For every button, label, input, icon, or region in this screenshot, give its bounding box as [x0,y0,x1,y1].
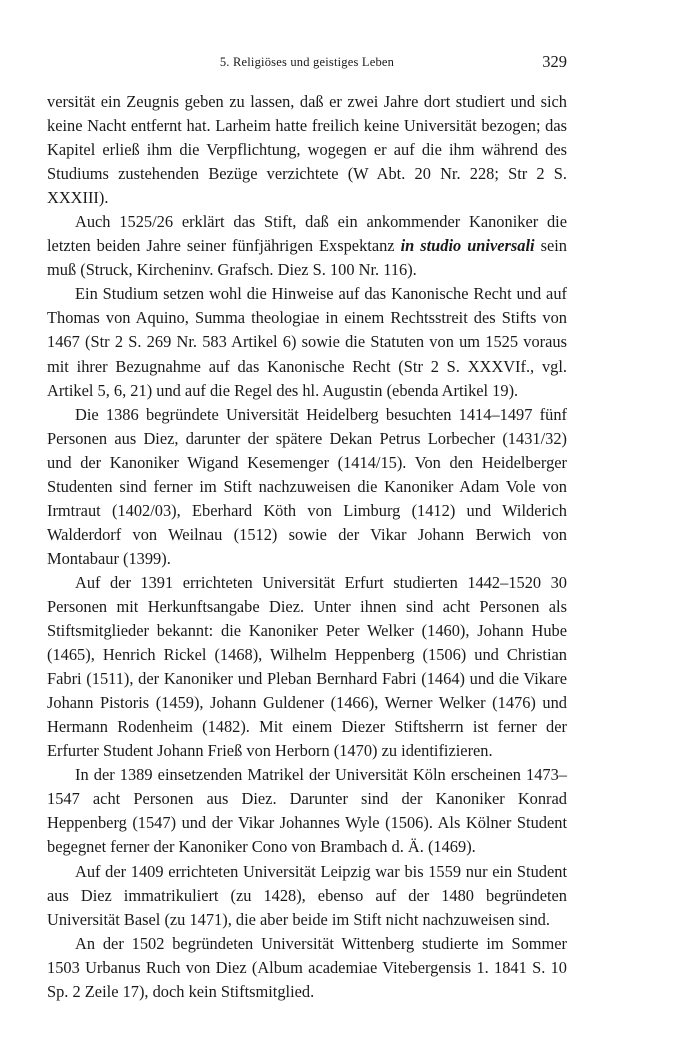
paragraph-leipzig-basel: Auf der 1409 errichteten Universität Leipzig war bis 1559 nur ein Student aus Diez immatrikuliert (zu 1428), ebenso auf der 1480 begründeten Universität Basel (zu 1471), die aber beide im Stift nicht nachzuweisen sind. [47,861,567,929]
body-text [47,90,567,1004]
paragraph-erfurt: Auf der 1391 errichteten Universität Erfurt studierten 1442–1520 30 Personen mit Herkunftsangabe Diez. Unter ihnen sind acht Personen als Stiftsmitglieder bekannt: die Kanoniker Peter Welker (1460), Johann Hube (1465), Henrich Rickel (1468), Wilhelm Heppenberg (1506) und Christian Fabri (1511), der Kanoniker und Pleban Bernhard Fabri (1464) und die Vikare Johann Pistoris (1459), Johann Guldener (1466), Werner Welker (1476) und Hermann Rodenheim (1482). Mit einem Diezer Stiftsherrn ist ferner der Erfurter Student Johann Frieß von Herborn (1470) zu identifizieren. [47,572,567,761]
paragraph-continuation: versität ein Zeugnis geben zu lassen, daß er zwei Jahre dort studiert und sich keine Nacht entfernt hat. Larheim hatte freilich keine Universität bezogen; das Kapitel erließ ihm die Verpflichtung, wogegen er auf die ihm während des Studiums zustehenden Bezüge verzichtete (W Abt. 20 Nr. 228; Str 2 S. XXXIII). [47,92,567,208]
paragraph-text: Auch 1525/26 erklärt das Stift, daß ein ankommender Kanoniker die letzten beiden Jahre seiner fünfjährigen Exspektanz [47,212,567,256]
page-header [47,52,567,76]
paragraph-exspektanz [47,210,567,282]
paragraph-wittenberg: An der 1502 begründeten Universität Wittenberg studierte im Sommer 1503 Urbanus Ruch von Diez (Album academiae Vitebergensis 1. 1841 S. 10 Sp. 2 Zeile 17), doch kein Stiftsmitglied. [47,933,567,1001]
paragraph-koeln: In der 1389 einsetzenden Matrikel der Universität Köln erscheinen 1473–1547 acht Personen aus Diez. Darunter sind der Kanoniker Konrad Heppenberg (1547) und der Vikar Johannes Wyle (1506). Als Kölner Student begegnet ferner der Kanoniker Cono von Brambach d. Ä. (1469). [47,765,567,857]
paragraph-text: sein muß (Struck, Kircheninv. Grafsch. Diez S. 100 Nr. 116). [47,236,567,280]
running-title: 5. Religiöses und geistiges Leben [219,55,395,69]
page-number: 329 [542,52,567,71]
latin-phrase: in studio universali [400,236,535,256]
paragraph-heidelberg: Die 1386 begründete Universität Heidelberg besuchten 1414–1497 fünf Personen aus Diez, darunter der spätere Dekan Petrus Lorbecher (1431/32) und der Kanoniker Wigand Kesemenger (1414/15). Von den Heidelberger Studenten sind ferner im Stift nachzuweisen die Kanoniker Adam Vole von Irmtraut (1402/03), Eberhard Köth von Limburg (1412) und Wilderich Walderdorf von Weilnau (1512) sowie der Vikar Johann Berwich von Montabaur (1399). [47,404,567,568]
paragraph-kanonisches-recht: Ein Studium setzen wohl die Hinweise auf das Kanonische Recht und auf Thomas von Aquino, Summa theologiae in einem Rechtsstreit des Stifts von 1467 (Str 2 S. 269 Nr. 583 Artikel 6) sowie die Statuten von um 1525 voraus mit ihrer Bezugnahme auf das Kanonische Recht (Str 2 S. XXXVIf., vgl. Artikel 5, 6, 21) und auf die Regel des hl. Augustin (ebenda Artikel 19). [47,284,567,400]
